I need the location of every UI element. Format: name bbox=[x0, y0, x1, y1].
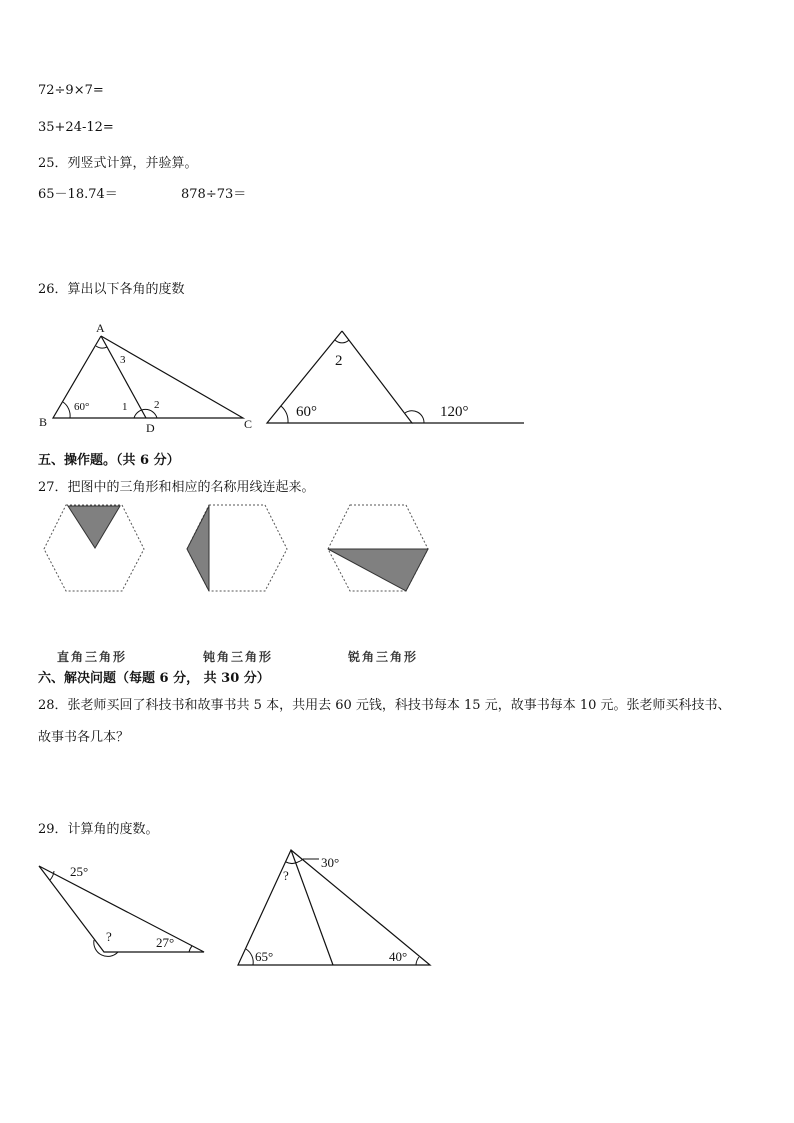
vertex-d-label: D bbox=[146, 421, 155, 435]
vertex-b-label: B bbox=[39, 415, 48, 429]
triangle-abc-figure bbox=[36, 318, 252, 436]
unknown-angle-label: ? bbox=[283, 868, 289, 883]
angle-right-label: 27° bbox=[156, 935, 175, 950]
left-angle-label: 60° bbox=[296, 404, 317, 420]
angle-1-label: 1 bbox=[122, 401, 128, 413]
question-29-title: 29．计算角的度数。 bbox=[38, 822, 159, 837]
question-25-title: 25．列竖式计算，并验算。 bbox=[38, 156, 198, 171]
question-27-title: 27．把图中的三角形和相应的名称用线连起来。 bbox=[38, 480, 315, 495]
section-5-heading: 五、操作题。（共 6 分） bbox=[38, 453, 180, 468]
question-25-left-expression: 65－18.74＝ bbox=[38, 187, 118, 202]
angle-2-label: 2 bbox=[154, 399, 160, 411]
top-angle-label: 2 bbox=[335, 353, 343, 369]
angle-30-label: 30° bbox=[321, 855, 340, 870]
obtuse-triangle-figure bbox=[34, 858, 210, 958]
section-6-heading: 六、解决问题（每题 6 分， 共 30 分） bbox=[38, 671, 270, 686]
exterior-angle-label: 120° bbox=[440, 404, 469, 420]
expression-2: 35+24-12= bbox=[38, 120, 114, 135]
angle-b-label: 60° bbox=[74, 401, 90, 413]
label-acute-triangle: 锐角三角形 bbox=[348, 650, 419, 664]
triangle-exterior-angle-figure bbox=[262, 326, 528, 428]
question-28-line-2: 故事书各几本？ bbox=[38, 730, 130, 745]
hexagon-figure-2 bbox=[183, 503, 289, 593]
unknown-angle-label: ? bbox=[106, 929, 112, 944]
angle-3-label: 3 bbox=[120, 354, 126, 366]
expression-1: 72÷9×7= bbox=[38, 83, 104, 98]
hexagon-figure-3 bbox=[325, 503, 431, 593]
hexagon-figure-1 bbox=[42, 503, 148, 593]
label-right-triangle: 直角三角形 bbox=[57, 650, 128, 664]
split-triangle-figure bbox=[233, 844, 437, 970]
angle-top-label: 25° bbox=[70, 864, 89, 879]
angle-65-label: 65° bbox=[255, 949, 274, 964]
question-28-line-1: 28．张老师买回了科技书和故事书共 5 本，共用去 60 元钱，科技书每本 15 元，故事书每本 10 元。张老师买科技书、 bbox=[38, 698, 731, 713]
vertex-c-label: C bbox=[244, 417, 252, 431]
question-25-right-expression: 878÷73＝ bbox=[181, 187, 247, 202]
label-obtuse-triangle: 钝角三角形 bbox=[203, 650, 274, 664]
angle-40-label: 40° bbox=[389, 949, 408, 964]
question-26-title: 26．算出以下各角的度数 bbox=[38, 282, 185, 297]
vertex-a-label: A bbox=[96, 321, 105, 335]
